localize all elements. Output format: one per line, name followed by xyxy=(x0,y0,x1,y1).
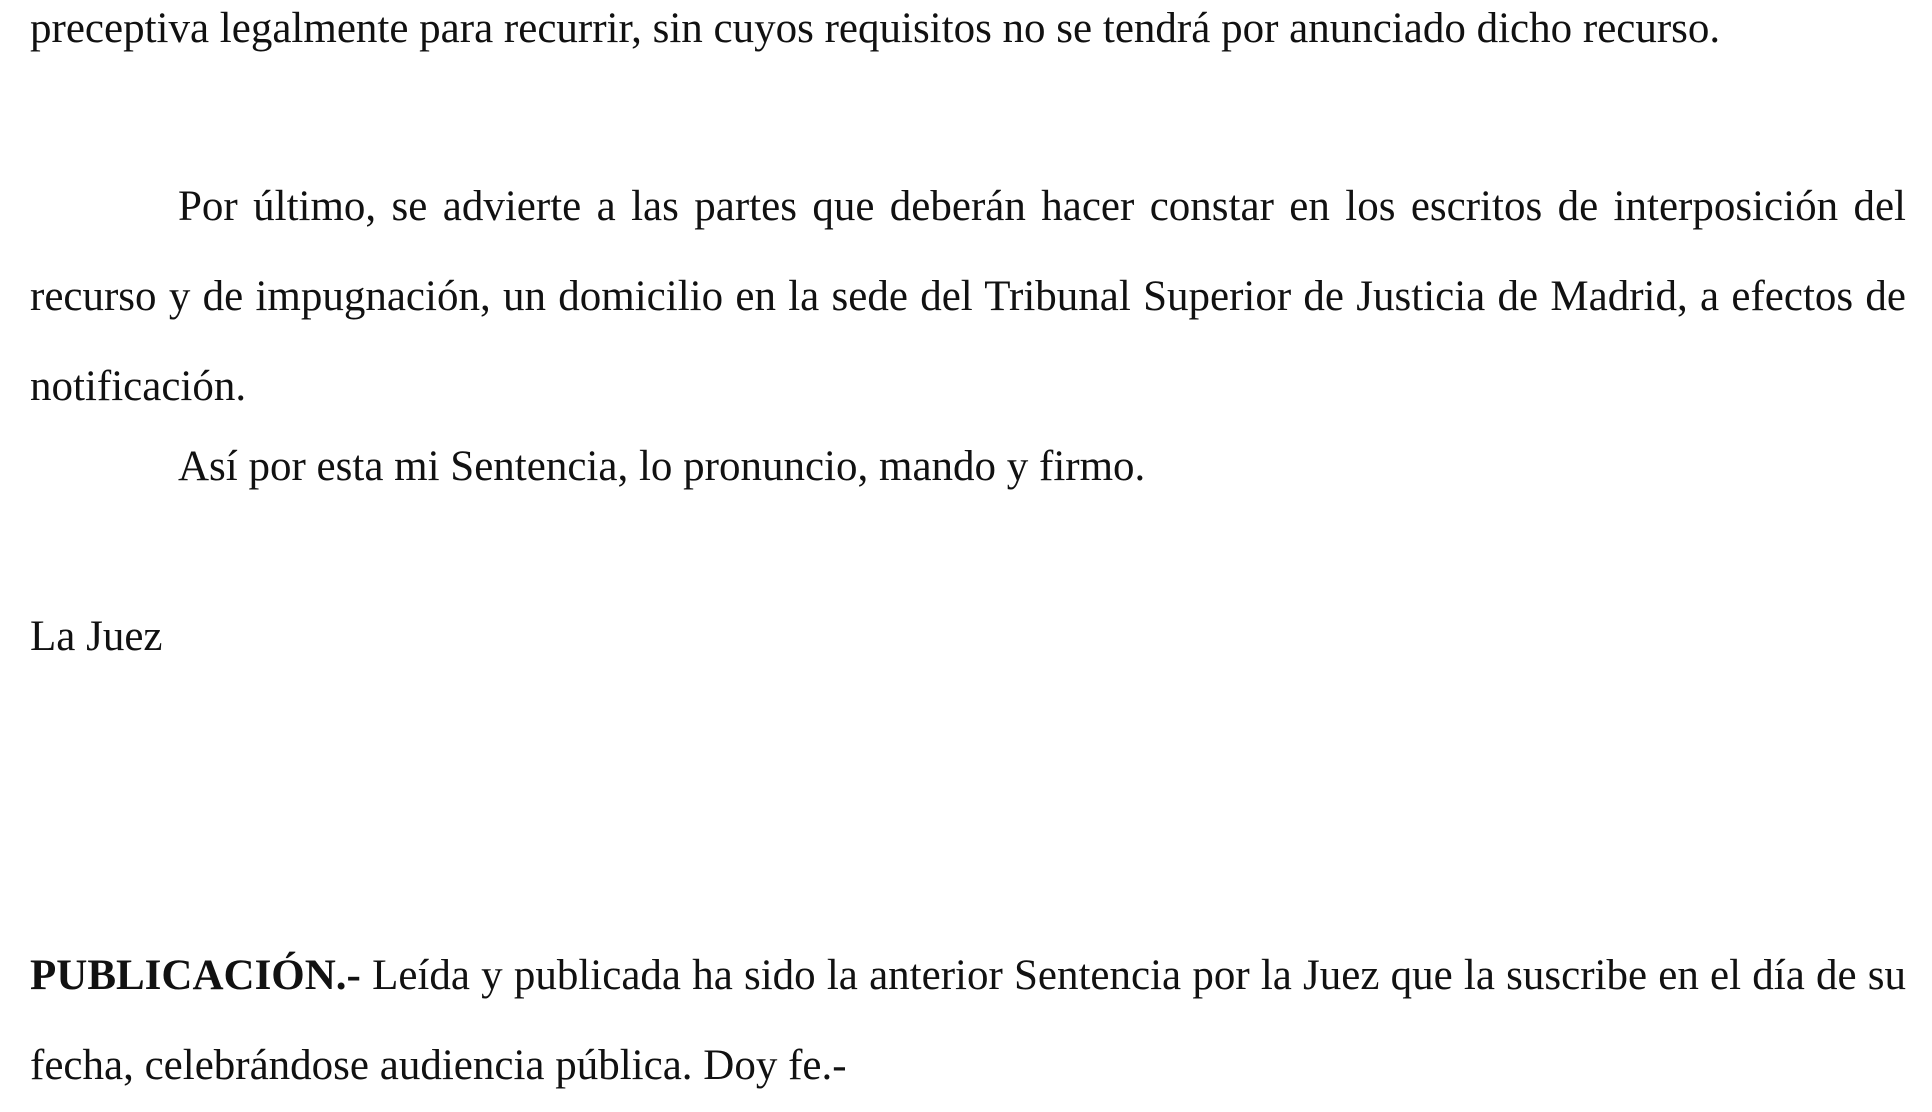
document-page xyxy=(30,0,1906,1112)
paragraph-sentencia-firma: Así por esta mi Sentencia, lo pronuncio, mando y firmo. xyxy=(178,443,1146,490)
signature-label: La Juez xyxy=(30,613,163,660)
publication-text: Leída y publicada ha sido la anterior Sentencia por la Juez que la suscribe en el día de su fecha, celebrándose audiencia pública. Doy fe.- xyxy=(30,952,1906,1089)
publication-heading: PUBLICACIÓN.- xyxy=(30,952,361,999)
paragraph-domicilio-notificacion: Por último, se advierte a las partes que deberán hacer constar en los escritos de interposición del recurso y de impugnación, un domicilio en la sede del Tribunal Superior de Justicia de Madrid, a efectos de notificación. xyxy=(30,183,1906,410)
paragraph-recurso-requisitos: preceptiva legalmente para recurrir, sin cuyos requisitos no se tendrá por anunciado dicho recurso. xyxy=(30,5,1721,52)
publication-paragraph xyxy=(30,931,1906,1111)
